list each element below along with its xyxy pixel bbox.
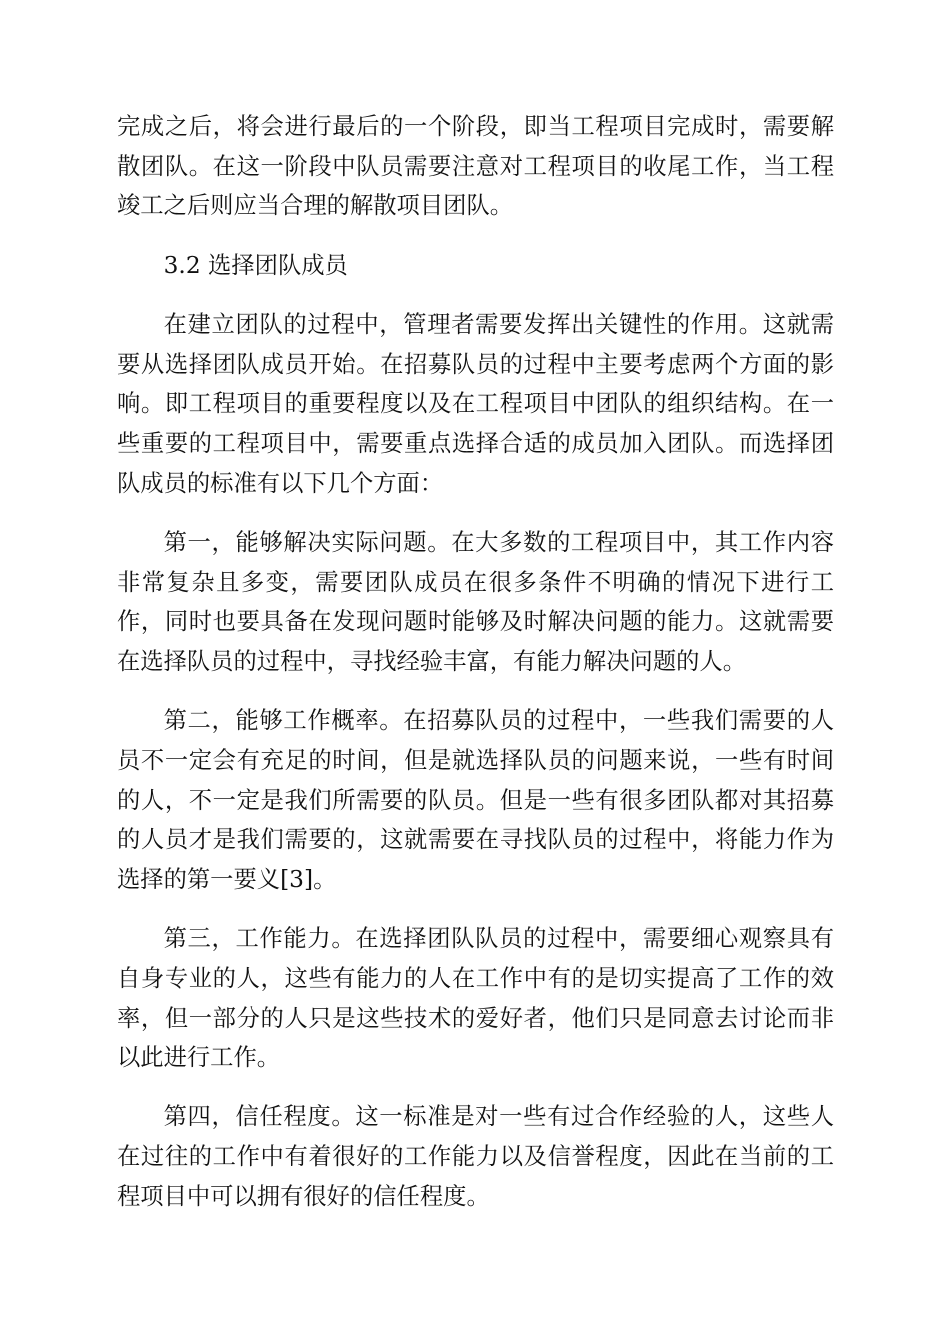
paragraph-criterion-third: 第三，工作能力。在选择团队队员的过程中，需要细心观察具有自身专业的人，这些有能力的人在工作中有的是切实提高了工作的效率，但一部分的人只是这些技术的爱好者，他们只是同意去讨论而非以此进行工作。 [117, 925, 834, 1072]
document-page [117, 107, 834, 1236]
paragraph-criterion-second: 第二，能够工作概率。在招募队员的过程中，一些我们需要的人员不一定会有充足的时间，但是就选择队员的问题来说，一些有时间的人，不一定是我们所需要的队员。但是一些有很多团队都对其招募的人员才是我们需要的，这就需要在寻找队员的过程中，将能力作为选择的第一要义[3]。 [117, 707, 834, 893]
paragraph-criterion-fourth: 第四，信任程度。这一标准是对一些有过合作经验的人，这些人在过往的工作中有着很好的工作能力以及信誉程度，因此在当前的工程项目中可以拥有很好的信任程度。 [117, 1103, 834, 1210]
paragraph-criterion-first: 第一，能够解决实际问题。在大多数的工程项目中，其工作内容非常复杂且多变，需要团队成员在很多条件不明确的情况下进行工作，同时也要具备在发现问题时能够及时解决问题的能力。这就需要在选择队员的过程中，寻找经验丰富，有能力解决问题的人。 [117, 528, 834, 675]
section-heading: 3.2 选择团队成员 [163, 251, 348, 279]
paragraph-continuation: 完成之后，将会进行最后的一个阶段，即当工程项目完成时，需要解散团队。在这一阶段中队员需要注意对工程项目的收尾工作，当工程竣工之后则应当合理的解散项目团队。 [117, 113, 834, 220]
paragraph-intro: 在建立团队的过程中，管理者需要发挥出关键性的作用。这就需要从选择团队成员开始。在招募队员的过程中主要考虑两个方面的影响。即工程项目的重要程度以及在工程项目中团队的组织结构。在一些重要的工程项目中，需要重点选择合适的成员加入团队。而选择团队成员的标准有以下几个方面： [117, 310, 834, 497]
